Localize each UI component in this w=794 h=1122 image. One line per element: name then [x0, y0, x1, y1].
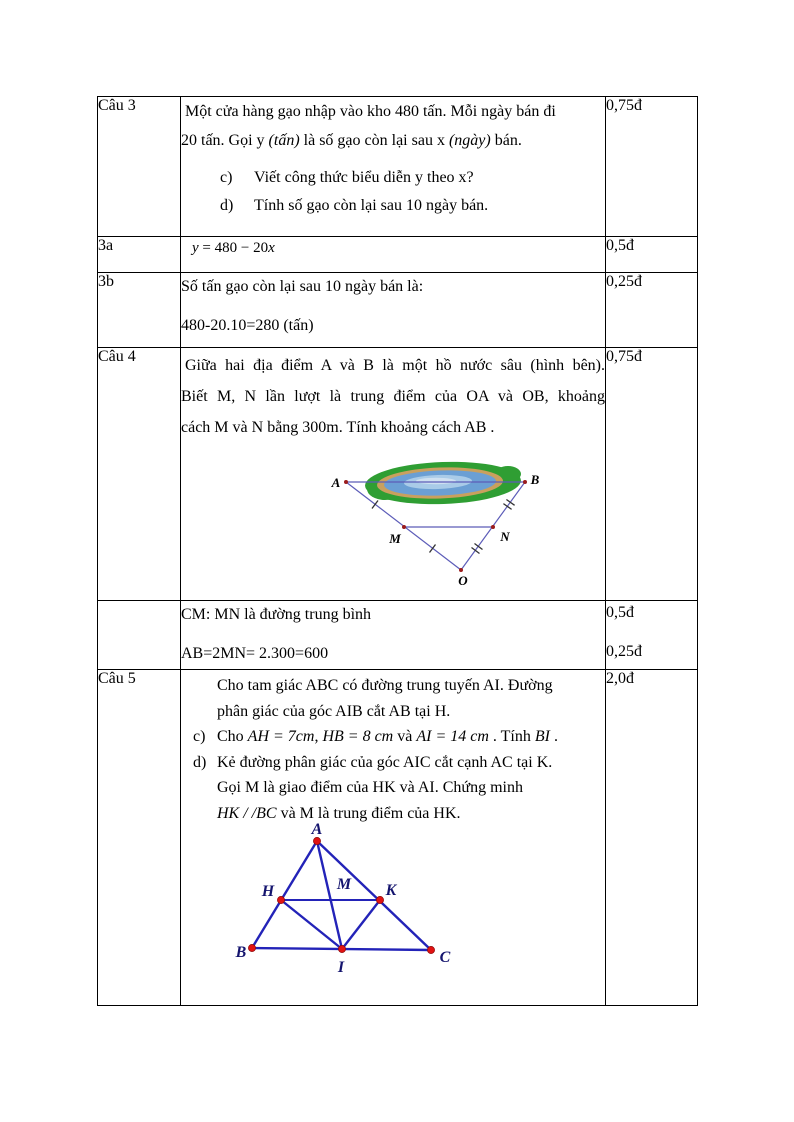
question-id-cau3: Câu 3 [98, 97, 181, 237]
score-cau4: 0,75đ [606, 348, 698, 601]
3b-line2: 480-20.10=280 (tấn) [181, 317, 314, 334]
c-math1: AH = 7cm [247, 728, 315, 745]
question-body-cau3 [181, 97, 606, 237]
question-body-cau5 [181, 670, 606, 1006]
fig1-label-O: O [458, 573, 468, 588]
cau3-line2-c: bán. [490, 132, 522, 149]
score-cm-2: 0,25đ [606, 643, 642, 660]
score-cau3: 0,75đ [606, 97, 698, 237]
cau5-item-d [181, 750, 605, 776]
d-line3-rest: và M là trung điểm của HK. [276, 804, 461, 822]
formula-mid: = 480 − 20 [198, 240, 269, 256]
cau3-sub-items [181, 164, 605, 220]
answer-body-3b [181, 273, 606, 348]
answer-id-3a: 3a [98, 237, 181, 273]
fig2-label-A: A [311, 821, 323, 838]
item-c-label: c) [193, 728, 206, 745]
lake-illustration [364, 459, 521, 506]
fig1-label-M: M [389, 531, 401, 546]
d-line1: Kẻ đường phân giác của góc AIC cắt cạnh AC tại K. [217, 753, 553, 771]
cau3-item-d [181, 192, 605, 220]
table-row-3b [98, 273, 698, 348]
cm-line1: CM: MN là đường trung bình [181, 606, 372, 623]
cau3-line2-italic2: (ngày) [448, 132, 491, 149]
c-math4: BI [534, 728, 550, 745]
cau5-intro2: phân giác của góc AIB cắt AB tại H. [217, 702, 451, 720]
3b-line1: Số tấn gạo còn lại sau 10 ngày bán là: [181, 278, 424, 295]
c-text1: Cho [217, 728, 248, 745]
score-cau4-answer [606, 601, 698, 670]
item-d-text: Tính số gạo còn lại sau 10 ngày bán. [254, 197, 489, 214]
fig1-label-N: N [500, 529, 510, 544]
item-c-text: Viết công thức biểu diễn y theo x? [254, 169, 474, 186]
table-row-cau5 [98, 670, 698, 1006]
cau4-line2: Biết M, N lần lượt là trung điểm của OA và OB, khoảng [181, 388, 605, 405]
formula-y: y [192, 240, 199, 256]
answer-body-cau4 [181, 601, 606, 670]
table-row-cau3 [98, 97, 698, 237]
question-body-cau4 [181, 348, 606, 601]
cau5-intro1: Cho tam giác ABC có đường trung tuyến AI. Đường [217, 677, 553, 694]
cau4-line3: cách M và N bằng 300m. Tính khoảng cách AB . [181, 419, 495, 436]
score-3a: 0,5đ [606, 237, 698, 273]
cau3-line2-b: là số gạo còn lại sau x [299, 132, 449, 149]
question-id-cau4: Câu 4 [98, 348, 181, 601]
c-text3: . Tính [488, 728, 535, 745]
cau5-item-c [181, 724, 605, 750]
fig1-label-B: B [530, 472, 540, 487]
fig2-label-H: H [261, 883, 275, 900]
c-math3: AI = 14 cm [416, 728, 489, 745]
d-math: HK / /BC [217, 804, 277, 822]
cau4-paragraph [181, 350, 605, 443]
cm-line2: AB=2MN= 2.300=600 [181, 645, 329, 662]
fig2-label-K: K [385, 882, 397, 899]
fig2-label-C: C [439, 949, 451, 966]
fig2-label-B: B [235, 944, 247, 961]
cau3-item-c [181, 164, 605, 192]
score-cau5: 2,0đ [606, 670, 698, 1006]
formula-x: x [268, 240, 275, 256]
c-math2: HB = 8 cm [322, 728, 394, 745]
c-separator: , [314, 728, 323, 745]
answer-id-empty [98, 601, 181, 670]
answer-body-3a [181, 237, 606, 273]
fig2-label-M: M [336, 876, 352, 893]
score-3b: 0,25đ [606, 273, 698, 348]
item-d-label: d) [193, 753, 207, 771]
answer-id-3b: 3b [98, 273, 181, 348]
cau5-d-line2: Gọi M là giao điểm của HK và AI. Chứng minh [217, 779, 523, 796]
cau4-line1: Giữa hai địa điểm A và B là một hồ nước sâu (hình bên). [185, 357, 605, 374]
vertex-dots [248, 837, 434, 953]
c-text4: . [549, 728, 558, 745]
triangle-abc-lines [252, 841, 431, 950]
cau3-line2 [181, 126, 605, 155]
lake-triangle-figure [327, 453, 592, 595]
cau3-line2-italic1: (tấn) [268, 132, 300, 149]
triangle-abc-figure [232, 821, 477, 983]
table-row-cau4 [98, 348, 698, 601]
cau3-paragraph [181, 97, 605, 155]
item-d-label: d) [220, 197, 234, 214]
exam-answer-table [97, 96, 698, 1006]
question-id-cau5: Câu 5 [98, 670, 181, 1006]
item-c-label: c) [220, 169, 233, 186]
cau3-line1: Một cửa hàng gạo nhập vào kho 480 tấn. Mỗi ngày bán đi [185, 103, 556, 120]
cau5-text-block [181, 673, 605, 826]
c-text2: và [393, 728, 417, 745]
formula-3a [181, 237, 605, 257]
fig1-label-A: A [331, 475, 341, 490]
fig2-label-I: I [337, 959, 345, 976]
score-cm-1: 0,5đ [606, 604, 634, 621]
table-row-cau4-answer [98, 601, 698, 670]
cau3-line2-a: 20 tấn. Gọi y [181, 132, 269, 149]
table-row-3a [98, 237, 698, 273]
